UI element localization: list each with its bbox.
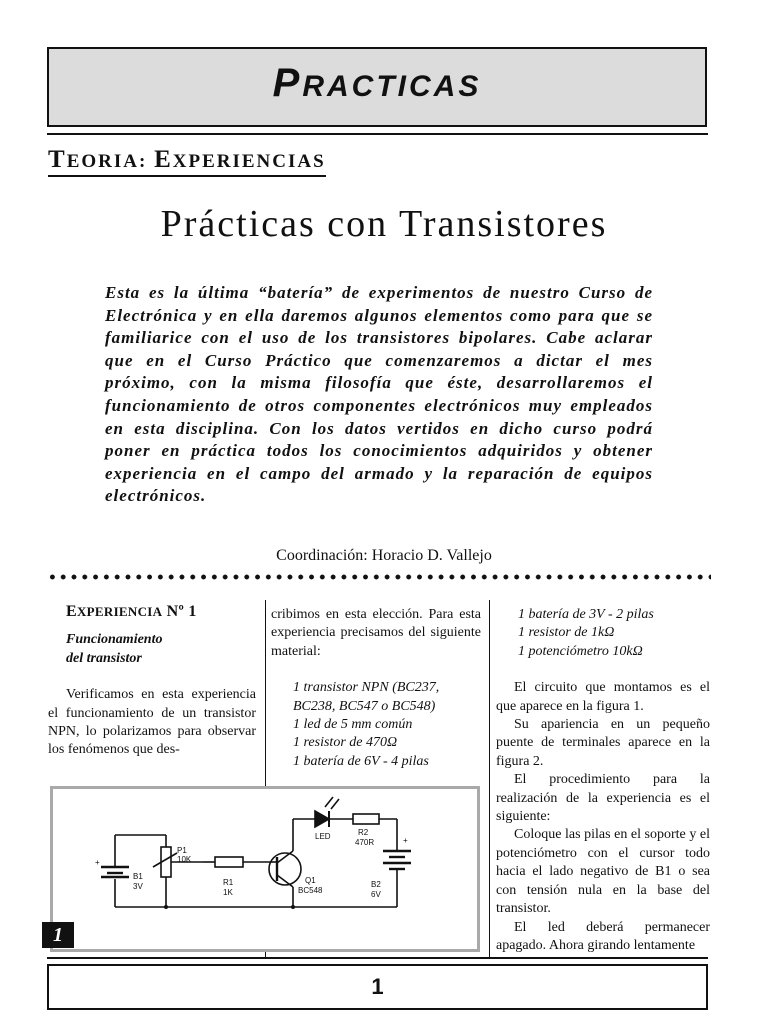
header-box — [47, 47, 707, 127]
top-rule — [47, 133, 708, 135]
list-item: 1 resistor de 470Ω — [293, 735, 398, 751]
coordination-credit: Coordinación: Horacio D. Vallejo — [276, 547, 492, 564]
schematic-label: B1 — [133, 872, 143, 881]
schematic-label: B2 — [371, 880, 381, 889]
materials-list — [293, 679, 481, 771]
schematic-label: LED — [315, 832, 331, 841]
column-3 — [496, 606, 710, 955]
schematic-label: 10K — [177, 855, 192, 864]
body-paragraph: Su apariencia en un pequeño puente de terminales aparece en la figura 2. — [496, 717, 710, 769]
schematic-label: 470R — [355, 838, 375, 847]
schematic-label: + — [95, 858, 100, 867]
body-paragraph: Coloque las pilas en el soporte y el potenciómetro con el cursor todo hacia el lado negativo de B1 o sea con tensión nula en la base del transistor. — [496, 827, 710, 917]
page-title: Prácticas con Transistores — [160, 203, 608, 245]
figure-number-badge: 1 — [42, 922, 74, 948]
schematic-label: Q1 — [305, 876, 316, 885]
schematic-label: R1 — [223, 878, 234, 887]
schematic-label: 6V — [371, 890, 381, 899]
list-item: 1 batería de 6V - 4 pilas — [293, 753, 429, 769]
list-item: 1 transistor NPN (BC237, BC238, BC547 o BC548) — [293, 680, 440, 714]
section-label: TEORIA: EXPERIENCIAS — [48, 146, 326, 177]
body-paragraph: El circuito que montamos es el que aparece en la figura 1. — [496, 680, 710, 714]
schematic-label: BC548 — [298, 886, 323, 895]
header-title: PRACTICAS — [272, 61, 482, 105]
schematic-label: P1 — [177, 846, 187, 855]
schematic-label: 3V — [133, 882, 143, 891]
schematic-label: 1K — [223, 888, 233, 897]
experience-heading: EXPERIENCIA Nº 1 — [66, 603, 197, 620]
subheading: Funcionamiento del transistor — [66, 632, 163, 666]
column-2 — [271, 606, 481, 771]
circuit-schematic — [53, 789, 477, 949]
body-paragraph: Verificamos en esta experiencia el funcionamiento de un transistor NPN, lo polarizamos para observar los fenómenos que des- — [48, 687, 256, 758]
list-item: 1 resistor de 1kΩ — [518, 625, 615, 641]
circuit-figure — [50, 786, 480, 952]
bottom-rule — [47, 957, 708, 959]
schematic-label: + — [403, 836, 408, 845]
column-divider — [489, 600, 490, 957]
list-item: 1 batería de 3V - 2 pilas — [518, 607, 654, 622]
body-paragraph: cribimos en esta elección. Para esta experiencia precisamos del siguiente material: — [271, 607, 481, 659]
list-item: 1 led de 5 mm común — [293, 717, 413, 733]
materials-list — [518, 606, 710, 661]
footer-box — [47, 964, 708, 1010]
list-item: 1 potenciómetro 10kΩ — [518, 643, 643, 659]
dotted-divider — [47, 572, 711, 582]
column-1 — [48, 603, 256, 760]
page-number: 1 — [371, 974, 384, 999]
body-paragraph: El procedimiento para la realización de la experiencia es el siguiente: — [496, 772, 710, 825]
intro-paragraph: Esta es la última “batería” de experimentos de nuestro Curso de Electrónica y en ella daremos algunos elementos como para que se familiarice con el uso de los transistores bipolares. Cabe aclarar que en el Curso Práctico que comenzaremos a dictar el mes próximo, con la misma filosofía que éste, desarrollaremos el funcionamiento de otros componentes electrónicos muy empleados en esta disciplina. Con los datos vertidos en dicho curso podrá poner en práctica todos los conocimientos adquiridos y obtener experiencia en el campo del armado y la reparación de equipos electrónicos. — [105, 283, 653, 506]
schematic-label: R2 — [358, 828, 369, 837]
body-paragraph: El led deberá permanecer apagado. Ahora girando lentamente — [496, 919, 710, 953]
